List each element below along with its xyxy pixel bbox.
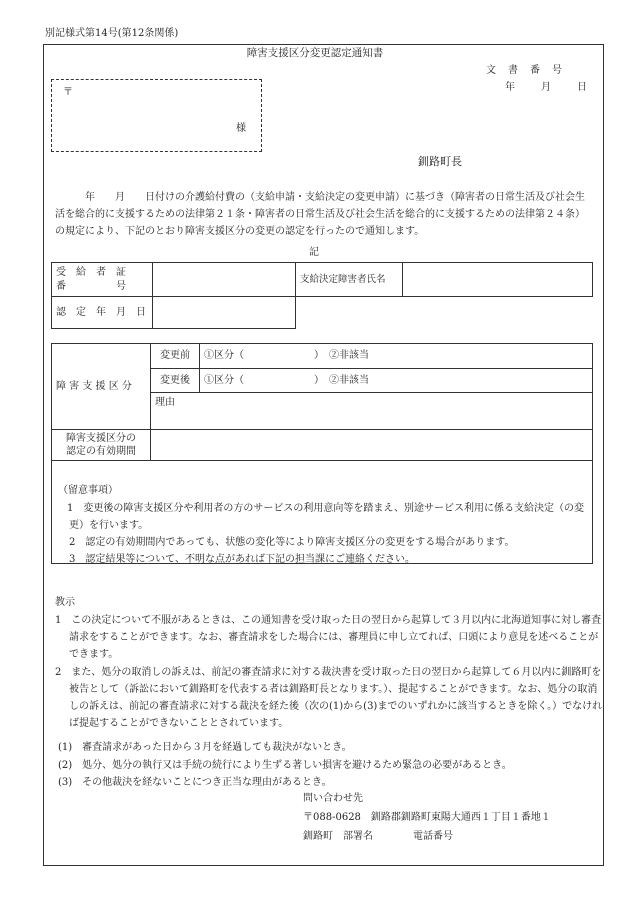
note-item: 1 変更後の障害支援区分や利用者の方のサービスの利用意向等を踏まえ、別途サービス利用に係る支給決定（の変更）を行います。 bbox=[67, 503, 584, 531]
validity-field[interactable] bbox=[151, 430, 593, 461]
validity-label bbox=[52, 430, 151, 461]
date-label: 年 月 日 bbox=[505, 82, 589, 93]
instruction-sub-1: (1) 審査請求があった日から３月を経過しても裁決がないとき。 bbox=[58, 742, 352, 753]
document-title: 障害支援区分変更認定通知書 bbox=[246, 47, 384, 59]
note-item: 3 認定結果等について、不明な点があれば下記の担当課にご連絡ください。 bbox=[69, 554, 415, 565]
instruction-sub-2: (2) 処分、処分の執行又は手続の続行により生ずる著しい損害を避けるため緊急の必要があるとき。 bbox=[58, 760, 512, 771]
category-label: 障 害 支 援 区 分 bbox=[52, 344, 151, 430]
before-label: 変更前 bbox=[151, 344, 200, 369]
note-item: 2 認定の有効期間内であっても、状態の変化等により障害支援区分の変更をする場合があります。 bbox=[69, 537, 515, 548]
issuer: 釧路町長 bbox=[418, 155, 462, 168]
recipient-name-field[interactable] bbox=[403, 263, 593, 297]
addressee-suffix: 様 bbox=[236, 123, 246, 134]
reason-field[interactable] bbox=[151, 393, 593, 430]
cert-date-label: 認 定 年 月 日 bbox=[52, 297, 153, 329]
recipient-name-label: 支給決定障害者氏名 bbox=[296, 263, 403, 297]
after-label: 変更後 bbox=[151, 369, 200, 393]
addressee-box bbox=[51, 79, 262, 152]
before-value[interactable]: ①区分（ ） ②非該当 bbox=[200, 344, 593, 369]
recipient-no-cells[interactable] bbox=[153, 263, 296, 297]
contact-address: 〒088-0628 釧路郡釧路町東陽大通西１丁目１番地１ bbox=[303, 812, 551, 823]
contact-heading: 問い合わせ先 bbox=[303, 793, 363, 804]
instruction-heading: 教示 bbox=[55, 597, 75, 608]
contact-dept: 釧路町 部署名 電話番号 bbox=[303, 831, 453, 842]
cert-date-field[interactable] bbox=[153, 297, 296, 329]
instruction-sub-3: (3) その他裁決を経ないことにつき正当な理由があるとき。 bbox=[58, 777, 332, 788]
instruction-item-2: 2 また、処分の取消しの訴えは、前記の審査請求に対する裁決書を受け取った日の翌日から起算して６月以内に釧路町を被告として（訴訟において釧路町を代表する者は釧路町長となります。）、提起することができます。なお、処分の取消しの訴えは、前記の審査請求に対する裁決を経た後（次の(1)から(3)までのいずれかに該当するときを除く。）でなければ提起することができないこととされています。 bbox=[55, 667, 603, 729]
validity-label-line2: 認定の有効期間 bbox=[66, 446, 136, 457]
postal-mark: 〒 bbox=[63, 87, 73, 98]
body-text: 年 月 日付けの介護給付費の（支給申請・支給決定の変更申請）に基づき（障害者の日常生活及び社会生活を総合的に支援するための法律第２１条・障害者の日常生活及び社会生活を総合的に支援するための法律第２４条）の規定により、下記のとおり障害支援区分の変更の認定を行ったので通知します。 bbox=[55, 192, 585, 237]
after-value[interactable]: ①区分（ ） ②非該当 bbox=[200, 369, 593, 393]
ki-label: 記 bbox=[309, 247, 319, 258]
notes-heading: （留意事項） bbox=[58, 485, 118, 496]
form-number: 別記様式第14号(第12条関係) bbox=[45, 28, 179, 39]
recipient-table bbox=[51, 262, 593, 329]
table1-empty bbox=[296, 297, 593, 329]
instruction-item-1: 1 この決定について不服があるときは、この通知書を受け取った日の翌日から起算して３月以内に北海道知事に対し審査請求をすることができます。なお、審査請求をした場合には、審理員に申し立てれば、口頭により意見を述べることができます。 bbox=[55, 615, 602, 660]
reason-label: 理由 bbox=[155, 397, 175, 408]
recipient-no-label: 受 給 者 証 番 号 bbox=[52, 263, 153, 297]
doc-number-label: 文 書 番 号 bbox=[486, 65, 563, 76]
validity-label-line1: 障害支援区分の bbox=[66, 433, 136, 444]
